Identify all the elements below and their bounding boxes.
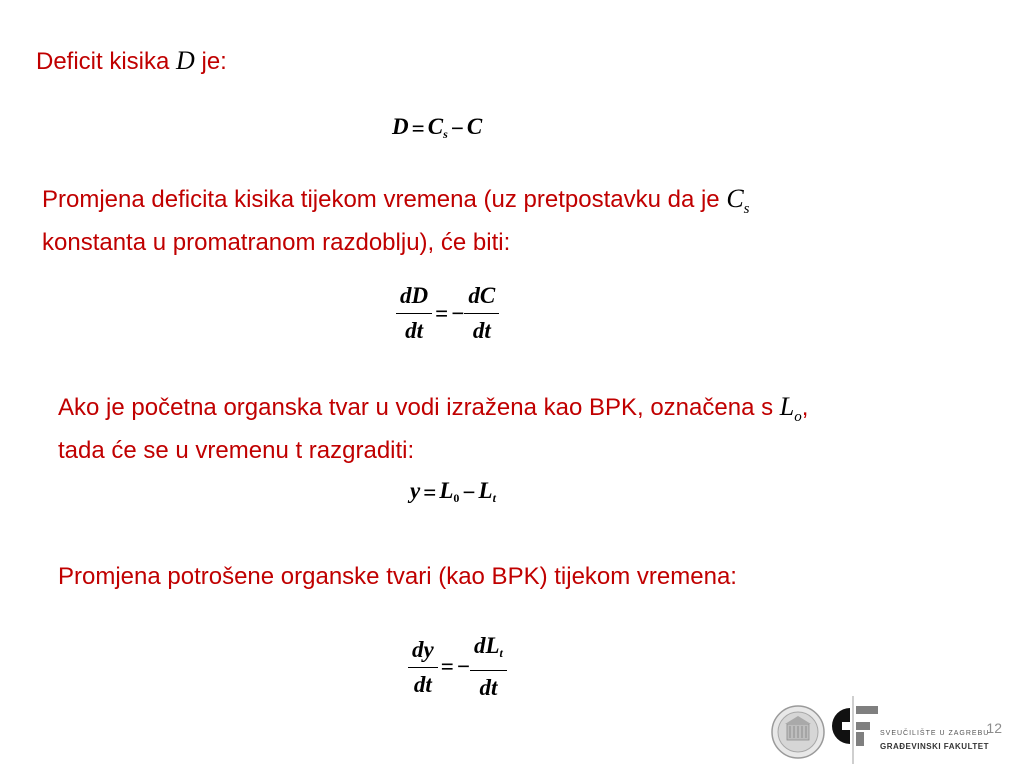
eq2-frac-right bbox=[464, 282, 499, 345]
page-number: 12 bbox=[986, 720, 1002, 736]
eq3-lt-sub: t bbox=[492, 491, 496, 505]
paragraph-deficit-change bbox=[42, 182, 942, 260]
university-name: SVEUČILIŠTE U ZAGREBU bbox=[880, 730, 990, 737]
eq4-num-left: dy bbox=[408, 636, 438, 668]
eq4-frac-left bbox=[408, 636, 438, 699]
eq4-den-left: dt bbox=[413, 671, 432, 697]
eq4-num-right-main: dL bbox=[473, 633, 500, 658]
eq1-cs: C bbox=[427, 114, 444, 139]
intro-suffix: je: bbox=[194, 48, 227, 75]
eq2-num-left: dD bbox=[396, 282, 432, 314]
intro-variable: D bbox=[176, 46, 195, 75]
faculty-logo-icon bbox=[822, 696, 880, 764]
eq4-num-right bbox=[470, 632, 507, 671]
equation-dy-dt bbox=[408, 632, 507, 702]
paragraph-consumed: Promjena potrošene organske tvari (kao BPK) tijekom vremena: bbox=[58, 563, 737, 590]
equation-deficit bbox=[392, 114, 482, 142]
eq4-minus: − bbox=[456, 654, 470, 679]
eq1-minus: − bbox=[450, 115, 464, 141]
eq3-equals: = bbox=[423, 479, 437, 505]
eq2-frac-left bbox=[396, 282, 432, 345]
eq4-num-right-sub: t bbox=[499, 646, 503, 660]
eq3-l0: L bbox=[439, 478, 454, 503]
equation-dD-dt bbox=[396, 282, 499, 345]
eq4-frac-right bbox=[470, 632, 507, 702]
eq3-lt: L bbox=[478, 478, 493, 503]
equation-y bbox=[410, 478, 496, 506]
eq2-minus: − bbox=[451, 300, 465, 326]
eq2-den-right: dt bbox=[472, 318, 491, 343]
eq2-equals: = bbox=[435, 300, 449, 326]
para3-comma: , bbox=[801, 394, 809, 421]
para2-line2: konstanta u promatranom razdoblju), će biti: bbox=[42, 229, 511, 257]
eq1-lhs: D bbox=[392, 114, 409, 139]
eq4-den-right: dt bbox=[479, 675, 498, 700]
para3-variable bbox=[779, 392, 802, 426]
para3-line1 bbox=[58, 390, 958, 434]
intro-line bbox=[36, 44, 227, 79]
eq2-num-right: dC bbox=[464, 282, 499, 314]
eq1-c: C bbox=[466, 114, 483, 139]
para2-var-sub: s bbox=[743, 201, 750, 218]
university-seal-icon bbox=[770, 704, 826, 760]
para2-line1 bbox=[42, 182, 942, 226]
para2-variable bbox=[726, 184, 750, 218]
eq1-equals: = bbox=[411, 115, 425, 141]
para3-text: Ako je početna organska tvar u vodi izražena kao BPK, označena s bbox=[58, 394, 780, 421]
eq3-l0-sub: 0 bbox=[453, 491, 460, 505]
intro-prefix: Deficit kisika bbox=[36, 48, 177, 75]
eq3-y: y bbox=[410, 478, 421, 503]
eq1-cs-sub: s bbox=[443, 127, 448, 141]
para3-var-sub: o bbox=[794, 409, 802, 426]
eq4-equals: = bbox=[440, 654, 454, 679]
paragraph-bpk bbox=[58, 390, 958, 468]
eq2-den-left: dt bbox=[405, 318, 423, 343]
para3-line2: tada će se u vremenu t razgraditi: bbox=[58, 437, 415, 465]
para3-var: L bbox=[779, 392, 795, 421]
para2-var: C bbox=[726, 184, 744, 213]
para2-text: Promjena deficita kisika tijekom vremena (uz pretpostavku da je bbox=[42, 186, 727, 213]
eq3-minus: − bbox=[462, 479, 476, 505]
faculty-name: GRAĐEVINSKI FAKULTET bbox=[880, 742, 989, 751]
